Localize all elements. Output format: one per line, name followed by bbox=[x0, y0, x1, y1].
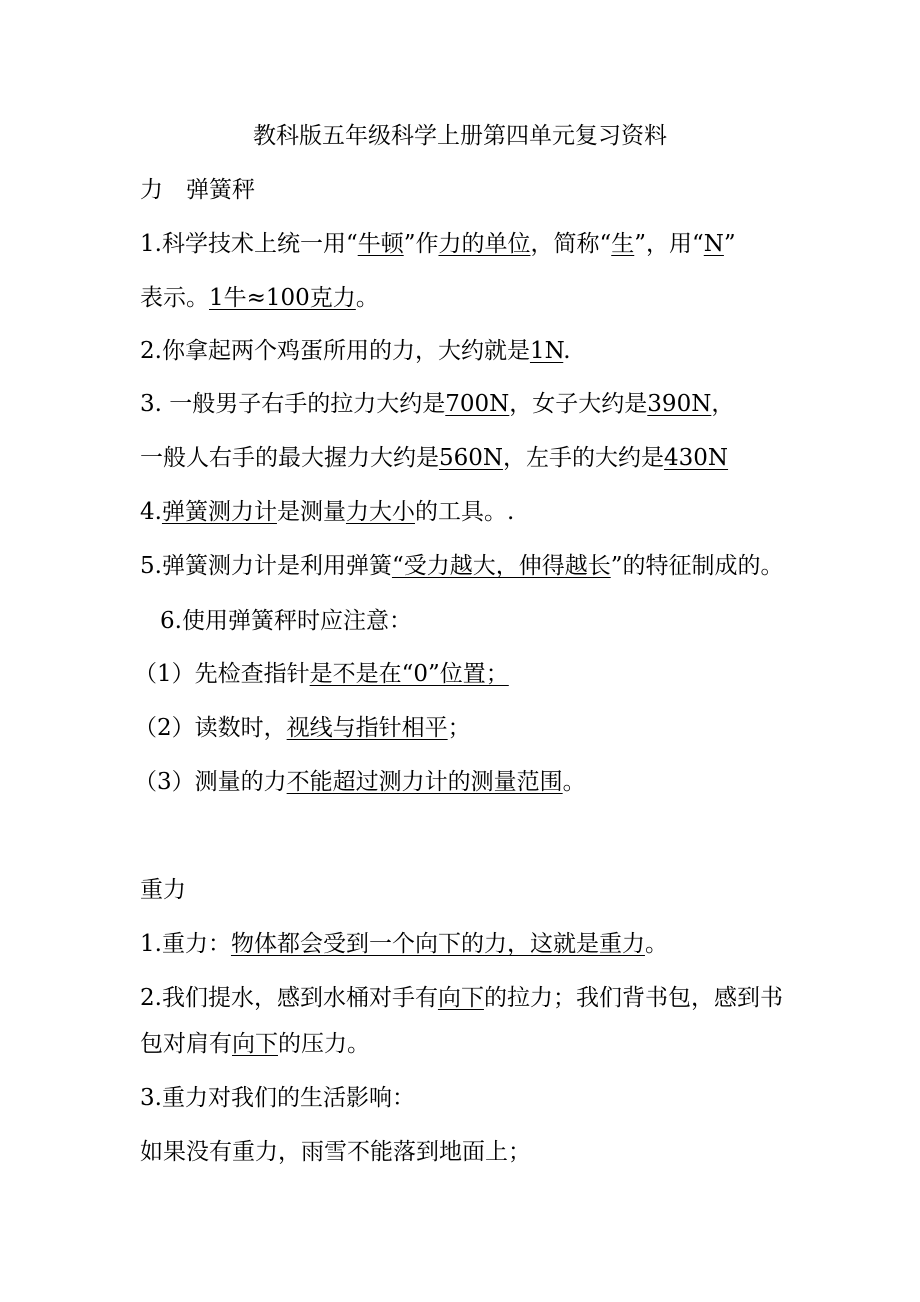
text: （1）先检查指针 bbox=[134, 661, 310, 687]
underlined-answer: 700N bbox=[445, 391, 510, 417]
underlined-answer: 1牛≈100克力 bbox=[209, 285, 356, 311]
underlined-answer: 视线与指针相平 bbox=[286, 715, 448, 741]
text: ， bbox=[711, 391, 735, 417]
underlined-answer: 生 bbox=[611, 231, 635, 257]
text: 包对肩有 bbox=[140, 1031, 232, 1057]
underlined-answer: 向下 bbox=[437, 985, 484, 1011]
text: ”，用“ bbox=[634, 231, 704, 257]
underlined-answer: 390N bbox=[647, 391, 712, 417]
text: 1.科学技术上统一用“ bbox=[140, 231, 358, 257]
text: （2）读数时， bbox=[134, 715, 287, 741]
text: 的压力。 bbox=[278, 1031, 370, 1057]
underlined-answer: 牛顿 bbox=[357, 231, 404, 257]
text: 。 bbox=[355, 285, 379, 311]
item-1 bbox=[140, 226, 900, 262]
underlined-answer: N bbox=[703, 231, 724, 257]
text: ，简称“ bbox=[530, 231, 612, 257]
text: 4. bbox=[140, 499, 162, 525]
underlined-answer: 向下 bbox=[232, 1031, 278, 1057]
text: . bbox=[563, 338, 571, 364]
gravity-item-3-line: 如果没有重力，雨雪不能落到地面上； bbox=[140, 1139, 531, 1165]
text: 2.你拿起两个鸡蛋所用的力，大约就是 bbox=[140, 338, 530, 364]
gravity-item-3: 3.重力对我们的生活影响： bbox=[140, 1085, 415, 1111]
underlined-answer: 1N bbox=[529, 338, 564, 364]
item-3 bbox=[140, 386, 900, 422]
underlined-answer: “受力越大，伸得越长 bbox=[391, 553, 611, 579]
underlined-answer: 力的单位 bbox=[438, 231, 531, 257]
text: 。 bbox=[644, 931, 668, 957]
text: 的工具。. bbox=[414, 499, 515, 525]
section-heading-force: 力 弹簧秤 bbox=[140, 177, 255, 203]
item-4 bbox=[140, 494, 900, 530]
item-6: 6.使用弹簧秤时应注意： bbox=[160, 608, 412, 634]
gravity-item-1 bbox=[140, 926, 900, 962]
underlined-answer: 560N bbox=[439, 445, 504, 471]
text: （3）测量的力 bbox=[134, 769, 287, 795]
document-title: 教科版五年级科学上册第四单元复习资料 bbox=[253, 123, 667, 149]
underlined-answer: 430N bbox=[664, 445, 729, 471]
text: 5.弹簧测力计是利用弹簧 bbox=[140, 553, 392, 579]
text: 1.重力： bbox=[140, 931, 231, 957]
text: 。 bbox=[562, 769, 586, 795]
text: ”的特征制成的。 bbox=[610, 553, 784, 579]
underlined-answer: 不能超过测力计的测量范围 bbox=[286, 769, 563, 795]
text: ，女子大约是 bbox=[509, 391, 648, 417]
text: 的拉力；我们背书包，感到书 bbox=[483, 985, 783, 1011]
section-heading-gravity: 重力 bbox=[140, 877, 186, 903]
underlined-answer: 是不是在“0”位置； bbox=[309, 661, 509, 687]
text: 一般人右手的最大握力大约是 bbox=[140, 445, 439, 471]
item-5 bbox=[140, 548, 900, 584]
gravity-item-2-line-2 bbox=[140, 1026, 900, 1062]
underlined-answer: 力大小 bbox=[345, 499, 415, 525]
text: ”作 bbox=[403, 231, 439, 257]
text: ，左手的大约是 bbox=[503, 445, 665, 471]
underlined-answer: 物体都会受到一个向下的力，这就是重力 bbox=[230, 931, 645, 957]
item-2 bbox=[140, 333, 900, 369]
sub-item-3 bbox=[134, 764, 900, 800]
item-3-line-2 bbox=[140, 440, 900, 476]
text: ； bbox=[447, 715, 471, 741]
text: ” bbox=[723, 231, 736, 257]
underlined-answer: 弹簧测力计 bbox=[161, 499, 277, 525]
gravity-item-2 bbox=[140, 980, 900, 1016]
text: 是测量 bbox=[276, 499, 346, 525]
text: 3. 一般男子右手的拉力大约是 bbox=[140, 391, 446, 417]
sub-item-2 bbox=[134, 710, 900, 746]
text: 2.我们提水，感到水桶对手有 bbox=[140, 985, 438, 1011]
text: 表示。 bbox=[140, 285, 209, 311]
sub-item-1 bbox=[134, 656, 900, 692]
item-1-line-2 bbox=[140, 280, 900, 316]
